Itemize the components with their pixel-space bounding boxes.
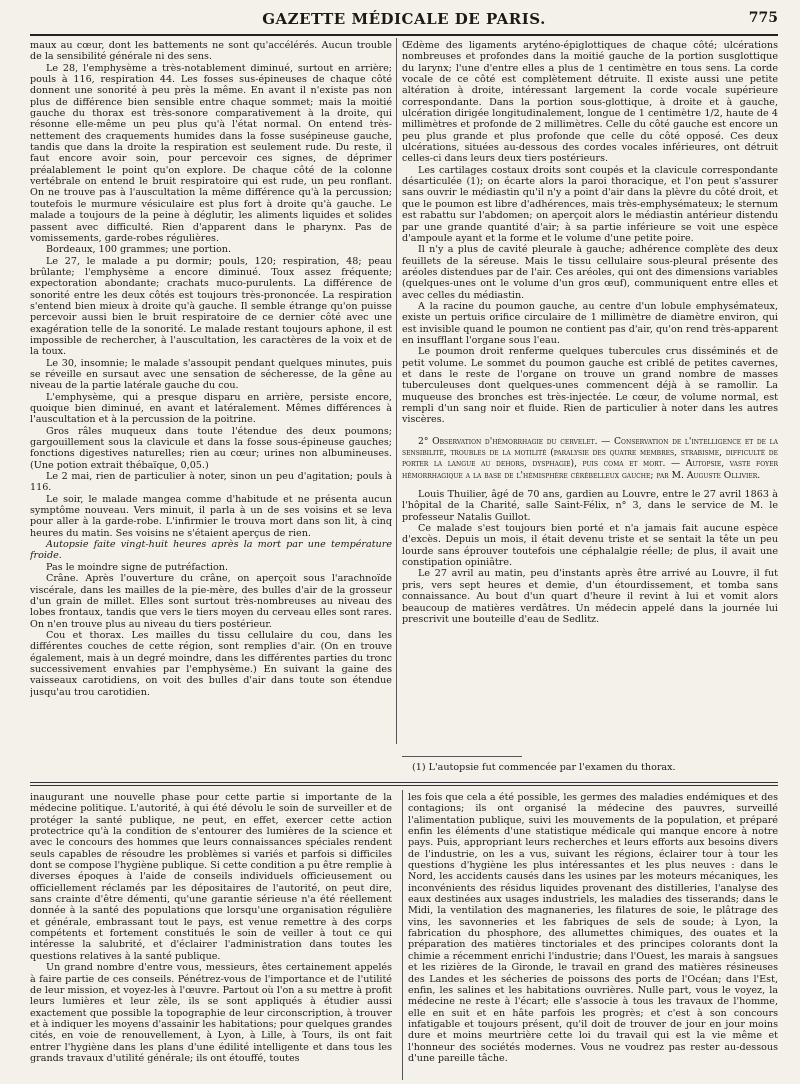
paragraph: Le soir, le malade mangea comme d'habitude et ne présenta aucun symptôme nouveau. Vers minuit, il parla à un de ses voisins et se leva pour aller à la garde-robe. L'infirmier le trouva mort dans son lit, à cinq heures du matin. Ses voisins ne s'étaient aperçus de rien. <box>30 493 392 539</box>
section-rule <box>30 782 778 783</box>
paragraph: Ce malade s'est toujours bien porté et n'a jamais fait aucune espèce d'excès. Depuis un mois, il était devenu triste et se sentait la tête un peu lourde sans éprouver toutefois une céphalalgie réelle; de plus, il avait une constipation opiniâtre. <box>402 523 778 569</box>
paragraph: Cou et thorax. Les mailles du tissu cellulaire du cou, dans les différentes couches de cette région, sont remplies d'air. (On en trouve également, mais à un degré moindre, dans les différentes parties du tronc successivement envahies par l'emphysème.) En suivant la gaine des vaisseaux carotidiens, on voit des bulles d'air dans toute son étendue jusqu'au trou carotidien. <box>30 629 392 698</box>
paragraph: A la racine du poumon gauche, au centre d'un lobule emphysémateux, existe un pertuis orifice circulaire de 1 millimètre de diamètre environ, qui est invisible quand le poumon ne contient pas d'air, qu'on rend très-apparent en insufflant l'organe sous l'eau. <box>402 300 778 346</box>
paragraph: Bordeaux, 100 grammes; une portion. <box>46 244 232 256</box>
upper-left-column <box>30 40 392 744</box>
column-divider <box>402 790 403 1080</box>
paragraph: Le poumon droit renferme quelques tubercules crus disséminés et de petit volume. Le sommet du poumon gauche est criblé de petites cavernes, et dans le reste de l'organe on trouve un grand nombre de masses tuberculeuses dont quelques-unes commencent déjà à se ramollir. La muqueuse des bronches est très-injectée. Le cœur, de volume normal, est rempli d'un sang noir et fluide. Rien de particulier à noter dans les autres viscères. <box>402 346 778 426</box>
paragraph: Les cartilages costaux droits sont coupés et la clavicule correspondante désarticulée (1); on écarte alors la paroi thoracique, et l'on peut s'assurer sans ouvrir le médiastin qu'il n'y a point d'air dans la plèvre du côté droit, et que le poumon est libre d'adhérences, mais très-emphysémateux; le sternum est rabattu sur l'abdomen; on aperçoit alors le médiastin antérieur distendu par une grande quantité d'air; à sa partie inférieure se voit une espèce d'ampoule ayant et la forme et le volume d'une petite poire. <box>402 164 778 244</box>
lower-right-column <box>408 792 778 1080</box>
header-rule <box>30 34 778 36</box>
paragraph: Le 28, l'emphysème a très-notablement diminué, surtout en arrière; pouls à 116, respiration 44. Les fosses sus-épineuses de chaque côté donnent une sonorité à peu près la même. En avant il n'existe pas non plus de différence bien sensible entre chaque sommet; mais la moitié gauche du thorax est très-sonore comparativement à la droite, qui résonne elle-même un peu plus qu'à l'état normal. On entend très-nettement des craquements humides dans la fosse susépineuse gauche, tandis que dans la droite la respiration est seulement rude. Du reste, il faut encore avoir soin, pour percevoir ces signes, de déprimer préalablement le point qu'on explore. De chaque côté de la colonne vertébrale on entend le bruit respiratoire qui est rude, un peu ronflant. On ne trouve pas à l'auscultation la même différence qu'à la percussion; toutefois le murmure vésiculaire est plus fort à droite qu'à gauche. Le malade a toujours de la peine à déglutir, les aliments liquides et solides passent avec difficulté. Rien d'apparent dans le pharynx. Pas de vomissements, garde-robes régulières. <box>30 62 392 244</box>
paragraph: Louis Thuilier, âgé de 70 ans, gardien au Louvre, entre le 27 avril 1863 à l'hôpital de la Charité, salle Saint-Félix, n° 3, dans le service de M. le professeur Natalis Guillot. <box>402 489 778 523</box>
section-rule <box>30 785 778 786</box>
paragraph: Pas le moindre signe de putréfaction. <box>46 561 229 573</box>
paragraph: Œdème des ligaments aryténo-épiglottiques de chaque côté; ulcérations nombreuses et profondes dans la moitié gauche de la portion susglottique du larynx; l'une d'entre elles a plus de 1 centimètre en tous sens. La corde vocale de ce côté est complètement détruite. Il existe aussi une petite altération à droite, intéressant largement la corde vocale supérieure correspondante. Dans la portion sous-glottique, à droite et à gauche, ulcération dirigée longitudinalement, longue de 1 centimètre 1/2, haute de 4 millimètres et profonde de 2 millimètres. Celle du côté gauche est encore un peu plus grande et plus profonde que celle du côté opposé. Ces deux ulcérations, situées au-dessous des cordes vocales inférieures, ont détruit celles-ci dans leurs deux tiers postérieurs. <box>402 40 778 165</box>
journal-title: GAZETTE MÉDICALE DE PARIS. <box>262 10 546 28</box>
paragraph: les fois que cela a été possible, les germes des maladies endémiques et des contagions; ils ont organisé la médecine des pauvres, surveillé l'alimentation publique, suivi les mouvements de la population, et préparé enfin les éléments d'une statistique médicale qui manque encore à notre pays. Puis, appropriant leurs recherches et leurs efforts aux besoins divers de l'industrie, on les a vus, suivant les régions, éclairer tour à tour les questions d'hygiène les plus intéressantes et les plus neuves : dans le Nord, les accidents causés dans les usines par les moteurs mécaniques, les inconvénients des résidus liquides provenant des distilleries, l'analyse des eaux destinées aux usages industriels, les maladies des tisserands; dans le Midi, la ventilation des magnaneries, les filatures de soie, le plâtrage des vins, les savonneries et les fabriques de sels de soude; à Lyon, la fabrication du phosphore, des allumettes chimiques, des ouates et la préparation des matières tinctoriales et des principes colorants dont la chimie a récemment enrichi l'industrie; dans l'Ouest, les marais à sangsues et les rizières de la Gironde, le travail en grand des matières résineuses des Landes et les sécheries de poissons des ports de l'Océan; dans l'Est, enfin, les salines et les habitations ouvrières. Nulle part, vous le voyez, la médecine ne reste à l'écart; elle s'associe à tous les travaux de l'homme, elle en suit et en hâte parfois les progrès; et c'est à son concours infatigable et toujours présent, qu'il doit de trouver de jour en jour moins dure et moins meurtrière cette loi du travail qui est la vie même et l'honneur des sociétés modernes. Vous ne voudrez pas rester au-dessous d'une pareille tâche. <box>408 792 778 1064</box>
column-divider <box>396 38 397 744</box>
footnote: (1) L'autopsie fut commencée par l'examen du thorax. <box>412 762 676 773</box>
paragraph: Le 2 mai, rien de particulier à noter, sinon un peu d'agitation; pouls à 116. <box>30 471 392 494</box>
paragraph: Le 30, insomnie; le malade s'assoupit pendant quelques minutes, puis se réveille en sursaut avec une sensation de sécheresse, de la gêne au niveau de la partie latérale gauche du cou. <box>30 357 392 392</box>
paragraph: Crâne. Après l'ouverture du crâne, on aperçoit sous l'arachnoïde viscérale, dans les mailles de la pie-mère, des bulles d'air de la grosseur d'un grain de millet. Elles sont surtout très-nombreuses au niveau des lobes frontaux, tandis que vers le tiers moyen du cerveau elles sont rares. On n'en trouve plus au niveau du tiers postérieur. <box>30 573 392 630</box>
paragraph: Le 27, le malade a pu dormir; pouls, 120; respiration, 48; peau brûlante; l'emphysème a encore diminué. Toux assez fréquente; expectoration abondante; crachats muco-purulents. La différence de sonorité entre les deux côtés est toujours très-prononcée. La respiration s'entend bien mieux à droite qu'à gauche. Il semble étrange qu'on puisse percevoir aussi bien le bruit respiratoire de ce dernier côté avec une exagération telle de la sonorité. Le malade restant toujours aphone, il est impossible de rechercher, à l'auscultation, les caractères de la voix et de la toux. <box>30 255 392 358</box>
upper-right-column <box>402 40 778 690</box>
page-header <box>30 8 778 30</box>
lower-left-column <box>30 792 392 1080</box>
paragraph: Un grand nombre d'entre vous, messieurs, êtes certainement appelés à faire partie de ces conseils. Pénétrez-vous de l'importance et de l'utilité de leur mission, et voyez-les à l'œuvre. Partout où l'on a su mettre à profit leurs lumières et leur zèle, ils se sont appliqués à étudier aussi exactement que possible la topographie de leur circonscription, à trouver et à indiquer les moyens d'assainir les habitations; pour quelques grandes cités, en voie de renouvellement, à Lyon, à Lille, à Tours, ils ont fait entrer l'hygiène dans les plans d'une édilité intelligente et dans tous les grands travaux d'utilité générale; ils ont étouffé, toutes <box>30 962 392 1064</box>
paragraph: L'emphysème, qui a presque disparu en arrière, persiste encore, quoique bien diminué, en avant et latéralement. Mêmes différences à l'auscultation et à la percussion de la poitrine. <box>30 391 392 426</box>
paragraph: Gros râles muqueux dans toute l'étendue des deux poumons; gargouillement sous la clavicule et dans la fosse sous-épineuse gauches; fonctions digestives naturelles; rien au cœur; urines non albumineuses. (Une potion extrait thébaïque, 0,05.) <box>30 425 392 471</box>
paragraph: maux au cœur, dont les battements ne sont qu'accélérés. Aucun trouble de la sensibilité générale ni des sens. <box>30 40 392 63</box>
paragraph: Le 27 avril au matin, peu d'instants après être arrivé au Louvre, il fut pris, vers sept heures et demie, d'un étourdissement, et tomba sans connaissance. Au bout d'un quart d'heure il revint à lui et vomit alors beaucoup de matières verdâtres. Un médecin appelé dans la journée lui prescrivit une bouteille d'eau de Sedlitz. <box>402 568 778 625</box>
paragraph: Il n'y a plus de cavité pleurale à gauche; adhérence complète des deux feuillets de la séreuse. Mais le tissu cellulaire sous-pleural présente des aréoles distendues par de l'air. Ces aréoles, qui ont des dimensions variables (quelques-unes ont le volume d'un gros œuf), communiquent entre elles et avec celles du médiastin. <box>402 244 778 301</box>
footnote-rule <box>402 756 522 757</box>
paragraph: Autopsie faite vingt-huit heures après la mort par une température froide. <box>30 539 392 562</box>
page-number: 775 <box>748 10 778 26</box>
observation-title: 2° Observation d'hémorrhagie du cervelet. — Conservation de l'intelligence et de la sensibilité, troubles de la motilité (paralysie des quatre membres, strabisme, difficulté de porter la langue au dehors, dysphagie), puis coma et mort. — Autopsie, vaste foyer hémorrhagique a la base de l'hémisphère cérébelleux gauche; par M. Auguste Ollivier. <box>402 435 778 481</box>
paragraph: inaugurant une nouvelle phase pour cette partie si importante de la médecine politique. L'autorité, à qui été dévolu le soin de surveiller et de protéger la santé publique, ne peut, en effet, exercer cette action protectrice qu'à la condition de s'entourer des lumières de la science et avec le concours des hommes que leurs connaissances spéciales rendent seuls capables de résoudre les problèmes si variés et parfois si difficiles dont se compose l'hygiène publique. Si cette condition a pu être remplie à diverses époques à l'aide de conseils individuels officieusement ou officiellement réclamés par les dépositaires de l'autorité, on peut dire, sans crainte d'être démenti, qu'une garantie sérieuse n'a été réellement donnée à la santé des populations que lorsqu'une organisation régulière et générale, embrassant tout le pays, est venue remettre à des corps compétents et fortement constitués le soin de veiller à tout ce qui intéresse la salubrité, et d'éclairer l'administration dans toutes les questions relatives à la santé publique. <box>30 792 392 962</box>
